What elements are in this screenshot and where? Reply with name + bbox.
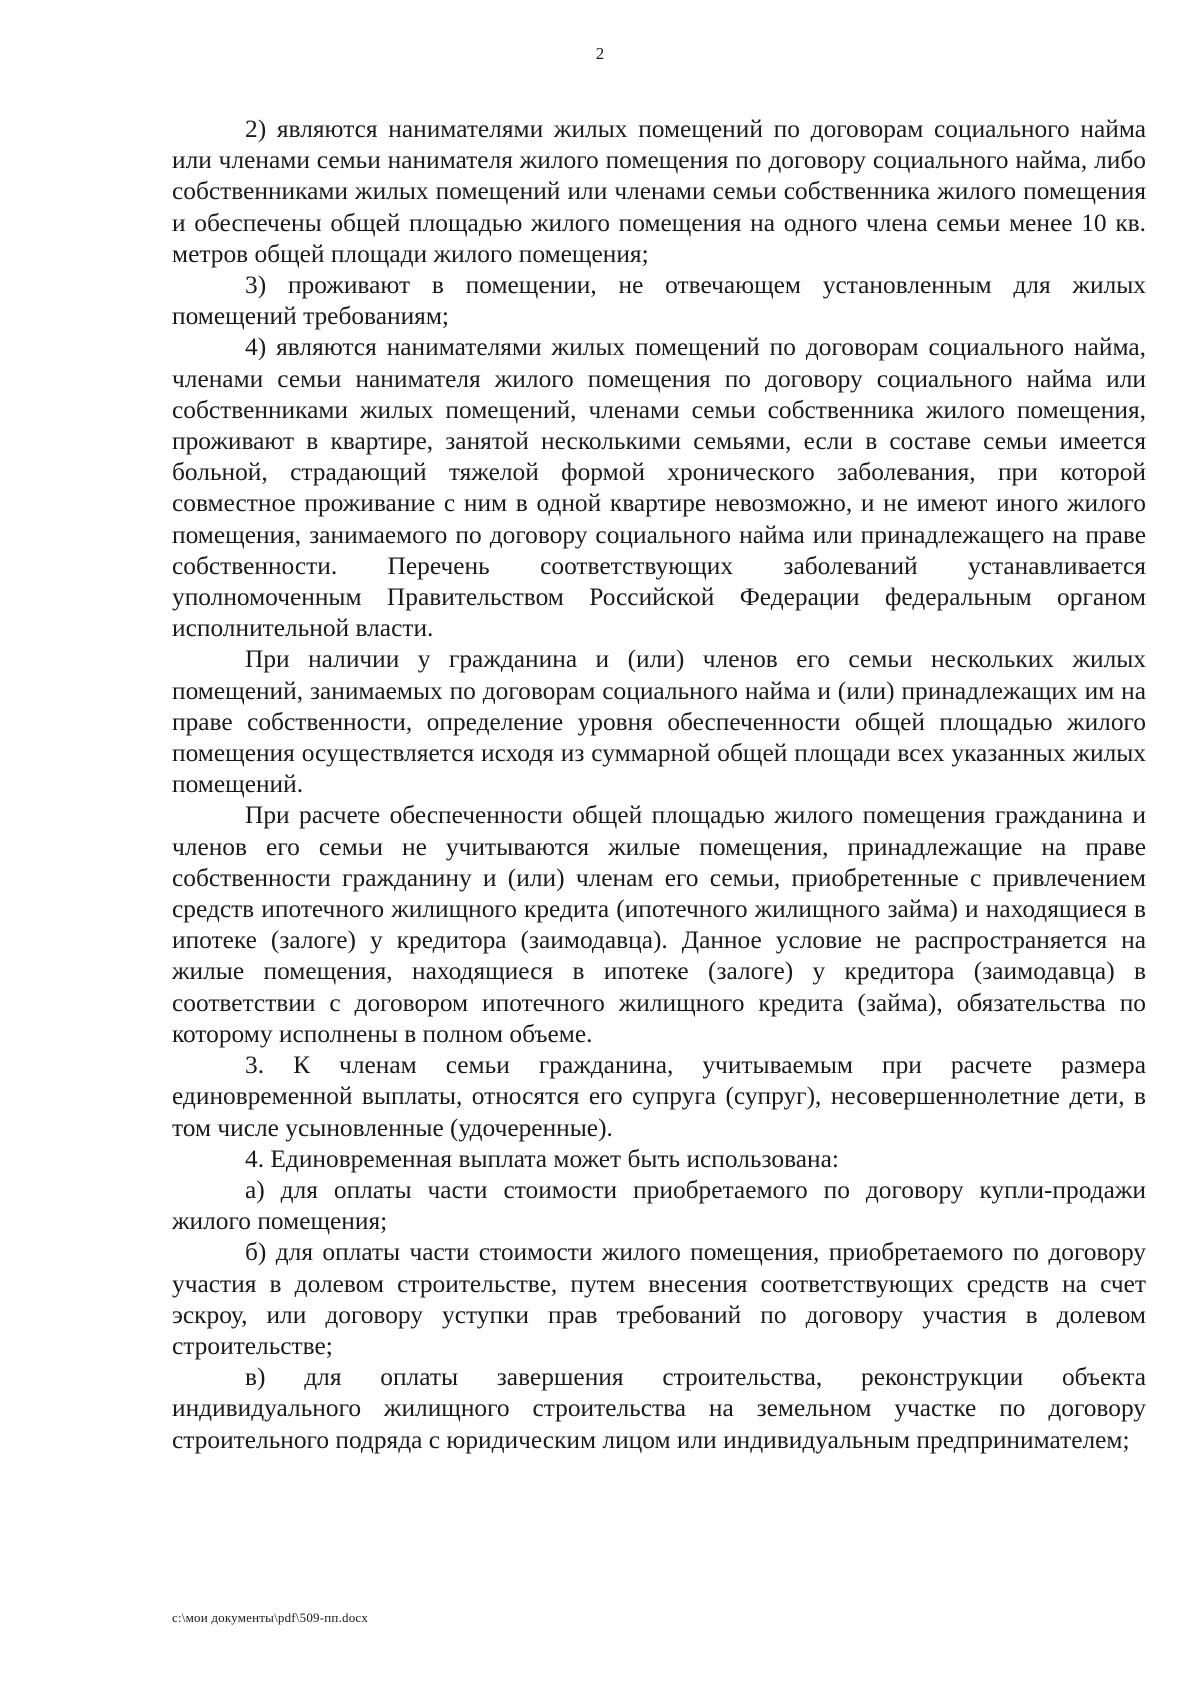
paragraph-subclause-a: а) для оплаты части стоимости приобретаемого по договору купли-продажи жилого помещения; <box>172 1175 1146 1236</box>
paragraph-multiple-dwellings: При наличии у гражданина и (или) членов его семьи нескольких жилых помещений, занимаемых по договорам социального найма и (или) принадлежащих им на праве собственности, определение уровня обеспеченности общей площадью жилого помещения осуществляется исходя из суммарной общей площади всех указанных жилых помещений. <box>172 645 1146 799</box>
paragraph-clause-3: 3. К членам семьи гражданина, учитываемым при расчете размера единовременной выплаты, относятся его супруга (супруг), несовершеннолетние дети, в том числе усыновленные (удочеренные). <box>172 1051 1146 1142</box>
paragraph-subclause-v: в) для оплаты завершения строительства, реконструкции объекта индивидуального жилищного строительства на земельном участке по договору строительного подряда с юридическим лицом или индивидуальным предпринимателем; <box>172 1363 1146 1454</box>
paragraph-clause-4: 4. Единовременная выплата может быть использована: <box>245 1144 839 1173</box>
paragraph-mortgage-exclusion: При расчете обеспеченности общей площадью жилого помещения гражданина и членов его семьи не учитываются жилые помещения, принадлежащие на праве собственности гражданину и (или) членам его семьи, приобретенные с привлечением средств ипотечного жилищного кредита (ипотечного жилищного займа) и находящиеся в ипотеке (залоге) у кредитора (заимодавца). Данное условие не распространяется на жилые помещения, находящиеся в ипотеке (залоге) у кредитора (заимодавца) в соответствии с договором ипотечного жилищного кредита (займа), обязательства по которому исполнены в полном объеме. <box>172 801 1146 1048</box>
paragraph-item-3: 3) проживают в помещении, не отвечающем установленным для жилых помещений требованиям; <box>172 271 1146 331</box>
footer-file-path: c:\мои документы\pdf\509-пп.docx <box>172 1610 369 1625</box>
paragraph-item-2: 2) являются нанимателями жилых помещений по договорам социального найма или членами семьи нанимателя жилого помещения по договору социального найма, либо собственниками жилых помещений или членами семьи собственника жилого помещения и обеспечены общей площадью жилого помещения на одного члена семьи менее 10 кв. метров общей площади жилого помещения; <box>172 115 1146 268</box>
paragraph-item-4: 4) являются нанимателями жилых помещений по договорам социального найма, членами семьи нанимателя жилого помещения по договору социального найма или собственниками жилых помещений, членами семьи собственника жилого помещения, проживают в квартире, занятой несколькими семьями, если в составе семьи имеется больной, страдающий тяжелой формой хронического заболевания, при которой совместное проживание с ним в одной квартире невозможно, и не имеют иного жилого помещения, занимаемого по договору социального найма или принадлежащего на праве собственности. Перечень соответствующих заболеваний устанавливается уполномоченным Правительством Российской Федерации федеральным органом исполнительной власти. <box>172 333 1146 643</box>
page-number: 2 <box>595 44 605 63</box>
document-body <box>172 114 1146 1456</box>
paragraph-subclause-b: б) для оплаты части стоимости жилого помещения, приобретаемого по договору участия в долевом строительстве, путем внесения соответствующих средств на счет эскроу, или договору уступки прав требований по договору участия в долевом строительстве; <box>172 1238 1146 1360</box>
